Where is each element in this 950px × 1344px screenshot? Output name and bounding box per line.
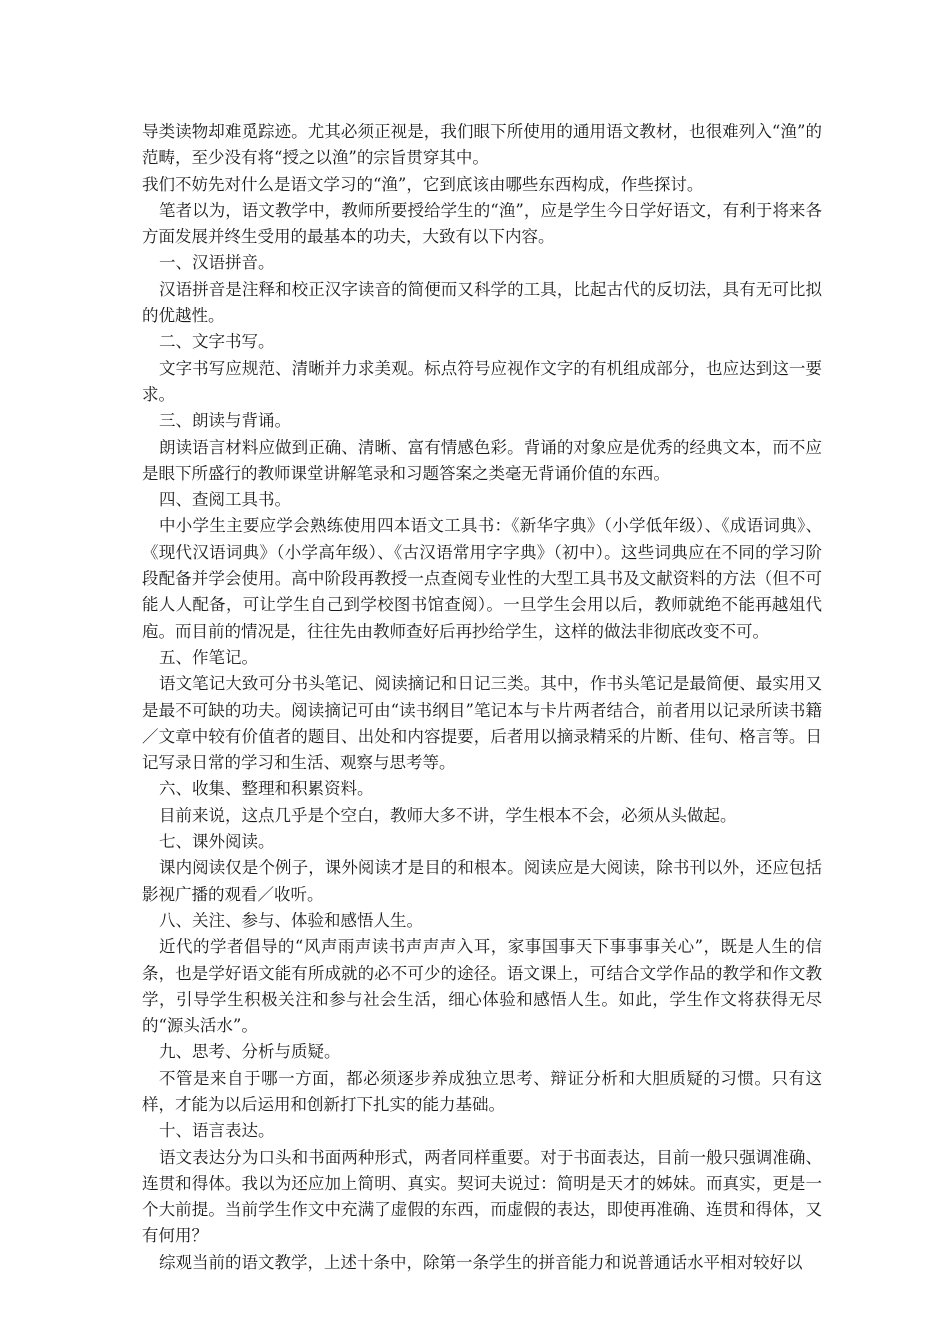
body-paragraph: 文字书写应规范、清晰并力求美观。标点符号应视作文字的有机组成部分，也应达到这一要求。	[142, 358, 822, 404]
body-paragraph: 四、查阅工具书。	[159, 490, 291, 510]
body-paragraph: 九、思考、分析与质疑。	[159, 1042, 341, 1062]
body-paragraph: 汉语拼音是注释和校正汉字读音的简便而又科学的工具，比起古代的反切法，具有无可比拟的优越性。	[142, 279, 822, 326]
body-paragraph: 目前来说，这点几乎是个空白，教师大多不讲，学生根本不会，必须从头做起。	[159, 805, 737, 825]
body-paragraph: 课内阅读仅是个例子，课外阅读才是目的和根本。阅读应是大阅读，除书刊以外，还应包括影视广播的观看／收听。	[142, 858, 822, 904]
body-paragraph: 三、朗读与背诵。	[159, 411, 291, 431]
document-body	[142, 119, 822, 1276]
body-paragraph: 朗读语言材料应做到正确、清晰、富有情感色彩。背诵的对象应是优秀的经典文本，而不应是眼下所盛行的教师课堂讲解笔录和习题答案之类毫无背诵价值的东西。	[142, 437, 822, 483]
body-paragraph: 综观当前的语文教学，上述十条中，除第一条学生的拼音能力和说普通话水平相对较好以	[159, 1252, 803, 1272]
body-paragraph: 我们不妨先对什么是语文学习的“渔”，它到底该由哪些东西构成，作些探讨。	[142, 174, 704, 194]
body-paragraph: 六、收集、整理和积累资料。	[159, 779, 374, 799]
body-paragraph: 二、文字书写。	[159, 332, 275, 352]
body-paragraph: 不管是来自于哪一方面，都必须逐步养成独立思考、辩证分析和大胆质疑的习惯。只有这样，才能为以后运用和创新打下扎实的能力基础。	[142, 1068, 822, 1114]
body-paragraph: 笔者以为，语文教学中，教师所要授给学生的“渔”，应是学生今日学好语文，有利于将来各方面发展并终生受用的最基本的功夫，大致有以下内容。	[142, 200, 822, 247]
body-paragraph: 语文笔记大致可分书头笔记、阅读摘记和日记三类。其中，作书头笔记是最简便、最实用又是最不可缺的功夫。阅读摘记可由“读书纲目”笔记本与卡片两者结合，前者用以记录所读书籍／文章中较有价值者的题目、出处和内容提要，后者用以摘录精采的片断、佳句、格言等。日记写录日常的学习和生活、观察与思考等。	[142, 674, 822, 773]
body-paragraph: 八、关注、参与、体验和感悟人生。	[159, 910, 423, 930]
body-paragraph: 一、汉语拼音。	[159, 253, 275, 273]
body-paragraph: 近代的学者倡导的“风声雨声读书声声声入耳，家事国事天下事事事关心”，既是人生的信条，也是学好语文能有所成就的必不可少的途径。语文课上，可结合文学作品的教学和作文教学，引导学生积极关注和参与社会生活，细心体验和感悟人生。如此，学生作文将获得无尽的“源头活水”。	[142, 937, 822, 1036]
body-paragraph: 语文表达分为口头和书面两种形式，两者同样重要。对于书面表达，目前一般只强调准确、连贯和得体。我以为还应加上简明、真实。契诃夫说过：简明是天才的姊妹。而真实，更是一个大前提。当前学生作文中充满了虚假的东西，而虚假的表达，即使再准确、连贯和得体，又有何用？	[142, 1147, 822, 1246]
body-paragraph: 七、课外阅读。	[159, 832, 275, 852]
body-paragraph: 导类读物却难觅踪迹。尤其必须正视是，我们眼下所使用的通用语文教材，也很难列入“渔”的范畴，至少没有将“授之以渔”的宗旨贯穿其中。	[142, 122, 822, 168]
body-paragraph: 十、语言表达。	[159, 1121, 275, 1141]
body-paragraph: 五、作笔记。	[159, 647, 258, 667]
body-paragraph: 中小学生主要应学会熟练使用四本语文工具书：《新华字典》（小学低年级）、《成语词典》、《现代汉语词典》（小学高年级）、《古汉语常用字字典》（初中）。这些词典应在不同的学习阶段配备并学会使用。高中阶段再教授一点查阅专业性的大型工具书及文献资料的方法（但不可能人人配备，可让学生自己到学校图书馆查阅）。一旦学生会用以后，教师就绝不能再越俎代庖。而目前的情况是，往往先由教师查好后再抄给学生，这样的做法非彻底改变不可。	[142, 516, 822, 641]
